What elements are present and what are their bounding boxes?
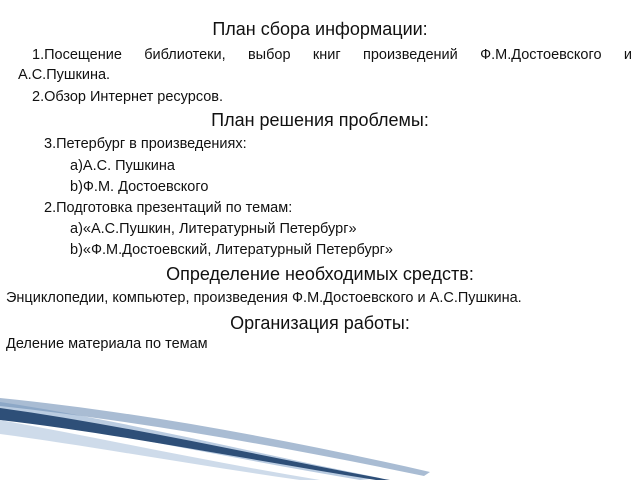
item-3: 3.Петербург в произведениях: [44, 136, 247, 152]
heading-organization: Организация работы: [230, 313, 410, 333]
item-1-line-1: 1.Посещение библиотеки, выбор книг произведений Ф.М.Достоевского и [32, 47, 632, 63]
item-4a: a)«А.С.Пушкин, Литературный Петербург» [70, 221, 357, 237]
item-4: 2.Подготовка презентаций по темам: [44, 200, 293, 216]
item-3a: a)А.С. Пушкина [70, 158, 175, 174]
heading-info-plan: План сбора информации: [212, 19, 428, 39]
decorative-swoosh [0, 390, 640, 480]
item-4b: b)«Ф.М.Достоевский, Литературный Петербург» [70, 242, 393, 258]
organization-text: Деление материала по темам [6, 336, 208, 352]
heading-means: Определение необходимых средств: [166, 264, 474, 284]
heading-solution-plan: План решения проблемы: [211, 110, 429, 130]
item-3b: b)Ф.М. Достоевского [70, 179, 209, 195]
means-text: Энциклопедии, компьютер, произведения Ф.М.Достоевского и А.С.Пушкина. [6, 290, 522, 306]
item-2: 2.Обзор Интернет ресурсов. [32, 89, 224, 105]
item-1-line-2: А.С.Пушкина. [18, 67, 111, 83]
